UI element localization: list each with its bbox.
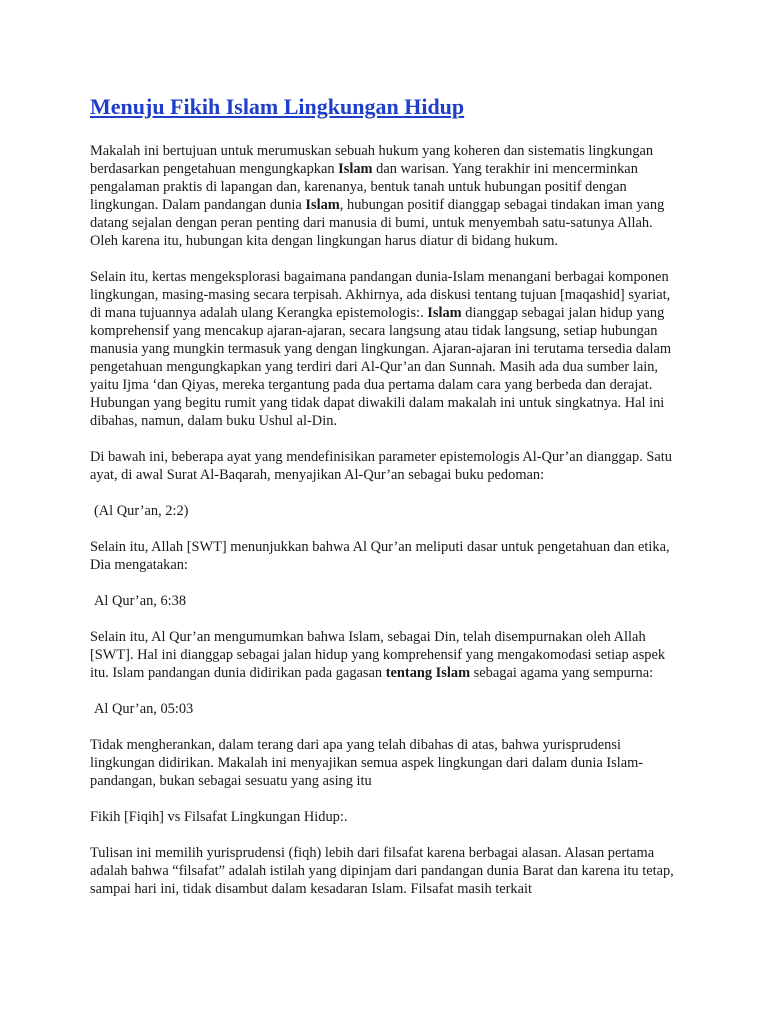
paragraph-philosophy-reasons: Tulisan ini memilih yurisprudensi (fiqh) lebih dari filsafat karena berbagai alasan. Alasan pertama adalah bahwa “filsafat” adalah istilah yang dipinjam dari pandangan dunia Barat dan karena itu tetap, sampai hari ini, tidak disambut dalam kesadaran Islam. Filsafat masih terkait — [90, 845, 674, 897]
text-run: , hubungan positif dianggap sebagai tindakan iman yang datang sejalan dengan peran penting dari manusia di bumi, untuk menyembah satu-satunya Allah. Oleh karena itu, hubungan kita dengan lingkungan harus diatur di bidang hukum. — [90, 197, 665, 249]
article-title — [90, 92, 680, 122]
paragraph-jurisprudence: Tidak mengherankan, dalam terang dari apa yang telah dibahas di atas, bahwa yurisprudensi lingkungan didirikan. Makalah ini menyajikan semua aspek lingkungan dari dalam dunia Islam-pandangan, bukan sebagai sesuatu yang asing itu — [90, 737, 644, 789]
article-title-link[interactable]: Menuju Fikih Islam Lingkungan Hidup — [90, 94, 465, 119]
bold-term: Islam — [427, 305, 462, 321]
bold-term: tentang Islam — [385, 665, 471, 681]
text-run: dan warisan. Yang terakhir ini mencerminkan pengalaman praktis di lapangan dan, karenanya, bentuk tanah untuk hubungan positif dengan lingkungan. Dalam pandangan dunia — [90, 161, 638, 213]
document-page — [90, 92, 680, 916]
verse-reference-3: Al Qur’an, 05:03 — [94, 701, 194, 717]
bold-term: Islam — [338, 161, 373, 177]
paragraph-knowledge-ethics: Selain itu, Allah [SWT] menunjukkan bahwa Al Qur’an meliputi dasar untuk pengetahuan dan etika, Dia mengatakan: — [90, 539, 670, 573]
text-run: Selain itu, kertas mengeksplorasi bagaimana pandangan dunia-Islam menangani berbagai komponen lingkungan, masing-masing secara terpisah. Akhirnya, ada diskusi tentang tujuan [maqashid] syariat, di mana tujuannya adalah ulang Kerangka epistemologis:. — [90, 269, 671, 321]
text-run: Makalah ini bertujuan untuk merumuskan sebuah hukum yang koheren dan sistematis lingkungan berdasarkan pengetahuan mengungkapkan — [90, 143, 654, 177]
bold-term: Islam — [305, 197, 340, 213]
paragraph-perfected-din — [90, 628, 680, 682]
verse-reference-2: Al Qur’an, 6:38 — [94, 593, 187, 609]
text-run: dianggap sebagai jalan hidup yang komprehensif yang mencakup ajaran-ajaran, secara langsung atau tidak langsung, setiap hubungan manusia yang mungkin termasuk yang dengan lingkungan. Ajaran-ajaran ini terutama tersedia dalam pengetahuan mengungkapkan yang terdiri dari Al-Qur’an dan Sunnah. Masih ada dua sumber lain, yaitu Ijma ‘dan Qiyas, mereka tergantung pada dua pertama dalam cara yang berbeda dan derajat. Hubungan yang begitu rumit yang tidak dapat diwakili dalam makalah ini untuk singkatnya. Hal ini dibahas, namun, dalam buku Ushul al-Din. — [90, 305, 672, 429]
section-heading-fiqh-vs-philosophy: Fikih [Fiqih] vs Filsafat Lingkungan Hidup:. — [90, 809, 348, 825]
text-run: Selain itu, Al Qur’an mengumumkan bahwa Islam, sebagai Din, telah disempurnakan oleh Allah [SWT]. Hal ini dianggap sebagai jalan hidup yang komprehensif yang mengakomodasi setiap aspek itu. Islam pandangan dunia didirikan pada gagasan — [90, 629, 666, 681]
paragraph-intro — [90, 142, 680, 250]
paragraph-verses-intro: Di bawah ini, beberapa ayat yang mendefinisikan parameter epistemologis Al-Qur’an dianggap. Satu ayat, di awal Surat Al-Baqarah, menyajikan Al-Qur’an sebagai buku pedoman: — [90, 449, 672, 483]
paragraph-worldview — [90, 268, 680, 430]
verse-reference-1: (Al Qur’an, 2:2) — [94, 503, 189, 519]
text-run: sebagai agama yang sempurna: — [470, 665, 654, 681]
